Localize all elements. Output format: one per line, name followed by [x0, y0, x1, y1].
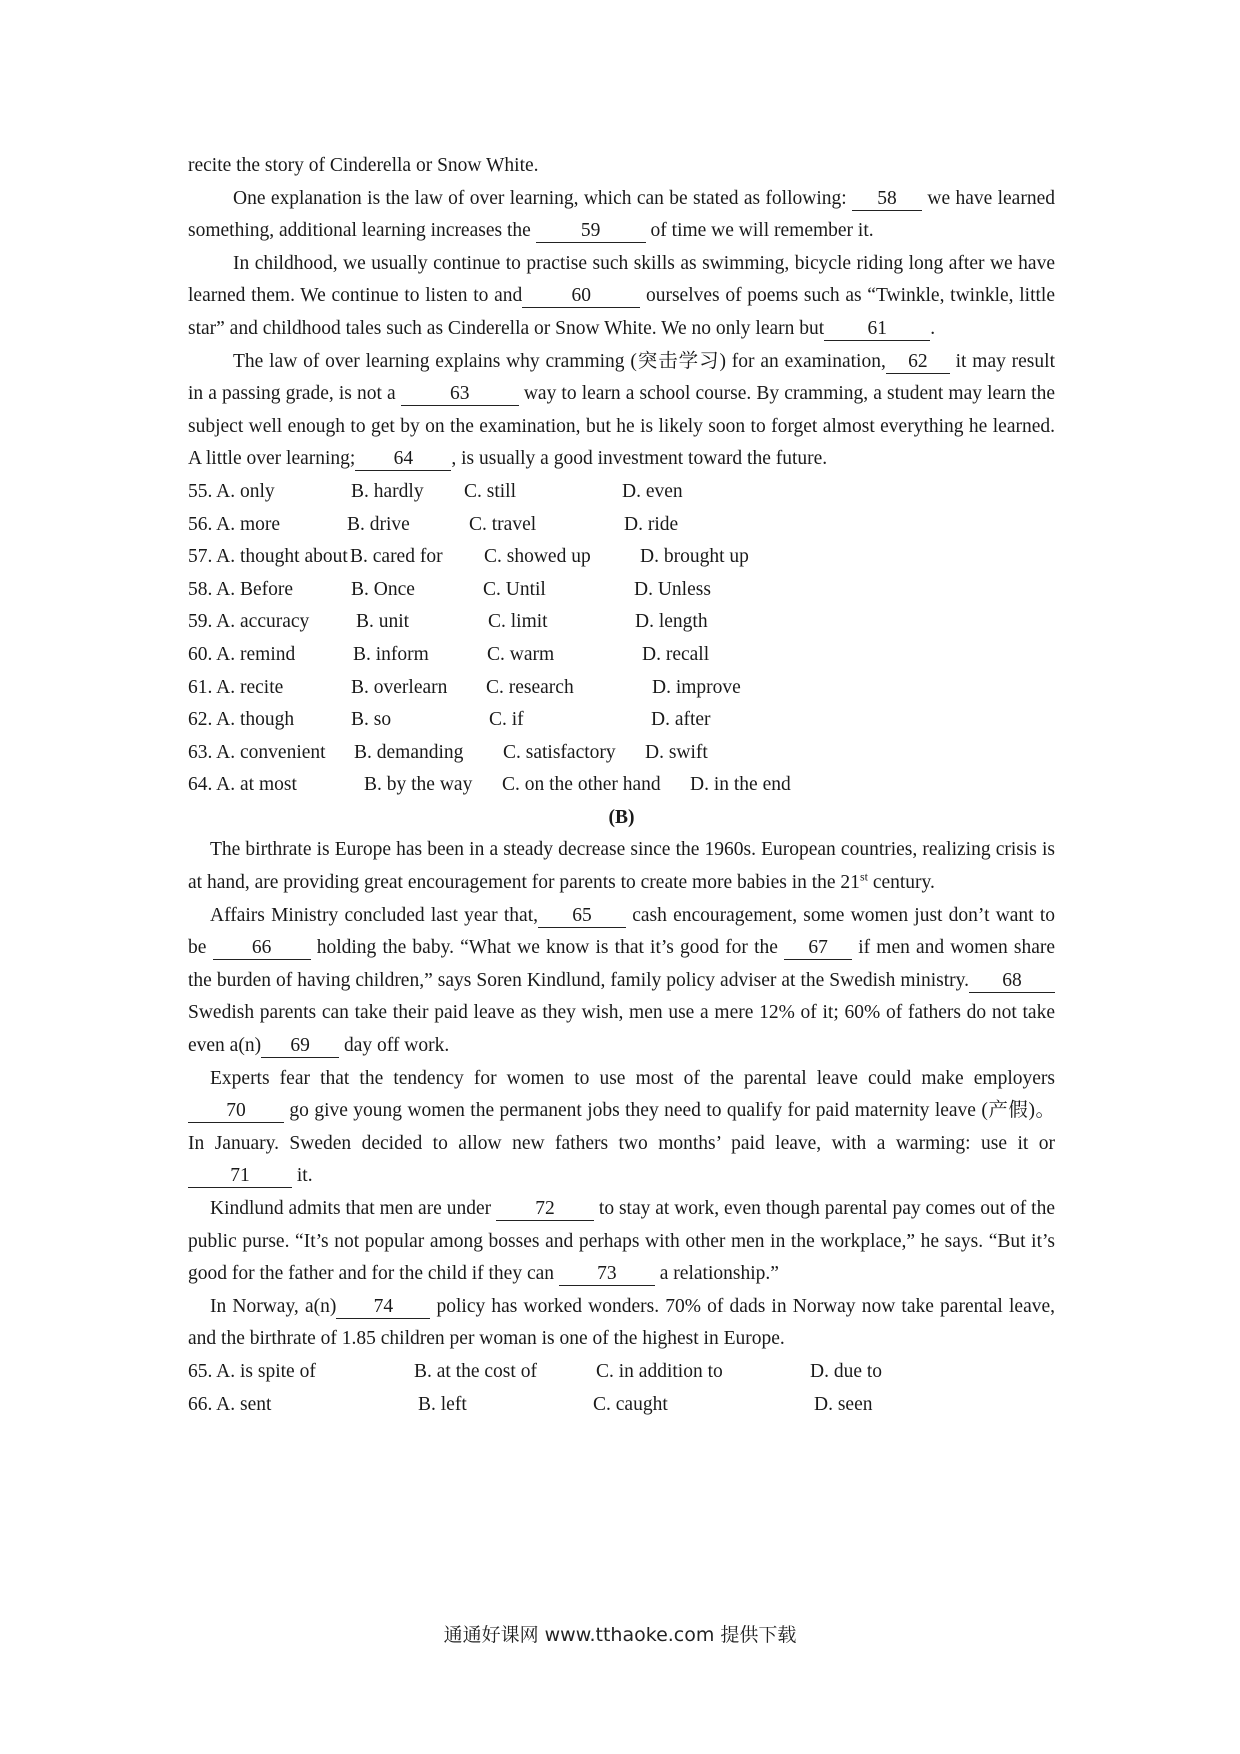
blank-62: 62 — [886, 351, 950, 374]
option-row: 58. A. Before B. Once C. Until D. Unless — [188, 578, 711, 600]
option-row: 60. A. remind B. inform C. warm D. recall — [188, 643, 710, 665]
blank-66: 66 — [213, 937, 311, 960]
option-row: 57. A. thought about B. cared for C. showed up D. brought up — [188, 546, 749, 568]
option-row: 64. A. at most B. by the way C. on the other hand D. in the end — [188, 774, 791, 796]
option-row: 62. A. though B. so C. if D. after — [188, 709, 711, 731]
paragraph: In childhood, we usually continue to practise such skills as swimming, bicycle riding long after we have learned them. We continue to listen to and 60 ourselves of poems such as “Twinkle, twinkle, little star” and childhood tales such as Cinderella or Snow White. We no only learn but 61 . — [188, 252, 1055, 339]
option-row: 63. A. convenient B. demanding C. satisfactory D. swift — [188, 741, 708, 763]
option-row: 55. A. only B. hardly C. still D. even — [188, 480, 683, 502]
blank-70: 70 — [188, 1100, 284, 1123]
document-body — [188, 150, 1055, 1421]
paragraph: In Norway, a(n) 74 policy has worked wonders. 70% of dads in Norway now take parental leave, and the birthrate of 1.85 children per woman is one of the highest in Europe. — [188, 1295, 1056, 1350]
blank-64: 64 — [355, 448, 451, 471]
blank-63: 63 — [401, 383, 519, 406]
blank-58: 58 — [852, 188, 922, 211]
blank-65: 65 — [538, 905, 626, 928]
paragraph: Kindlund admits that men are under 72 to stay at work, even though parental pay comes out of the public purse. “It’s not popular among bosses and perhaps with other men in the workplace,” he says. “But it’s good for the father and for the child if they can 73 a relationship.” — [188, 1198, 1055, 1285]
section-heading: (B) — [608, 806, 635, 828]
paragraph: The birthrate is Europe has been in a steady decrease since the 1960s. European countries, realizing crisis is at hand, are providing great encouragement for parents to create more babies in the 21st century. — [188, 839, 1055, 894]
blank-68: 68 — [969, 970, 1055, 993]
option-row: 66. A. sent B. left C. caught D. seen — [188, 1393, 873, 1415]
blank-67: 67 — [784, 937, 852, 960]
blank-72: 72 — [496, 1198, 594, 1221]
option-row: 65. A. is spite of B. at the cost of C. in addition to D. due to — [188, 1360, 883, 1382]
option-row: 59. A. accuracy B. unit C. limit D. length — [188, 611, 708, 633]
footer-credit: 通通好课网 www.tthaoke.com 提供下载 — [443, 1624, 797, 1646]
paragraph: recite the story of Cinderella or Snow White. — [188, 155, 539, 176]
blank-69: 69 — [261, 1035, 339, 1058]
blank-73: 73 — [559, 1263, 655, 1286]
option-row: 61. A. recite B. overlearn C. research D. improve — [188, 676, 741, 698]
paragraph: One explanation is the law of over learning, which can be stated as following: 58 we have learned something, additional learning increases the 59 of time we will remember it. — [188, 187, 1055, 242]
paragraph: The law of over learning explains why cramming (突击学习) for an examination, 62 it may result in a passing grade, is not a 63 way to learn a school course. By cramming, a student may learn the subject well enough to get by on the examination, but he is likely soon to forget almost everything he learned. A little over learning; 64 , is usually a good investment toward the future. — [188, 350, 1055, 470]
paragraph: Experts fear that the tendency for women to use most of the parental leave could make employers70 go give young women the permanent jobs they need to qualify for paid maternity leave (产假)。In January. Sweden decided to allow new fathers two months’ paid leave, with a warming: use it or71 it. — [188, 1067, 1055, 1187]
blank-71: 71 — [188, 1165, 292, 1188]
option-row: 56. A. more B. drive C. travel D. ride — [188, 513, 679, 535]
paragraph: Affairs Ministry concluded last year that, 65 cash encouragement, some women just don’t want to be 66 holding the baby. “What we know is that it’s good for the 67 if men and women share the burden of having children,” says Soren Kindlund, family policy adviser at the Swedish ministry. 68 Swedish parents can take their paid leave as they wish, men use a mere 12% of it; 60% of fathers do not take even a(n) 69 day off work. — [188, 904, 1056, 1057]
blank-61: 61 — [824, 318, 930, 341]
blank-74: 74 — [336, 1296, 430, 1319]
blank-60: 60 — [522, 285, 640, 308]
blank-59: 59 — [536, 220, 646, 243]
